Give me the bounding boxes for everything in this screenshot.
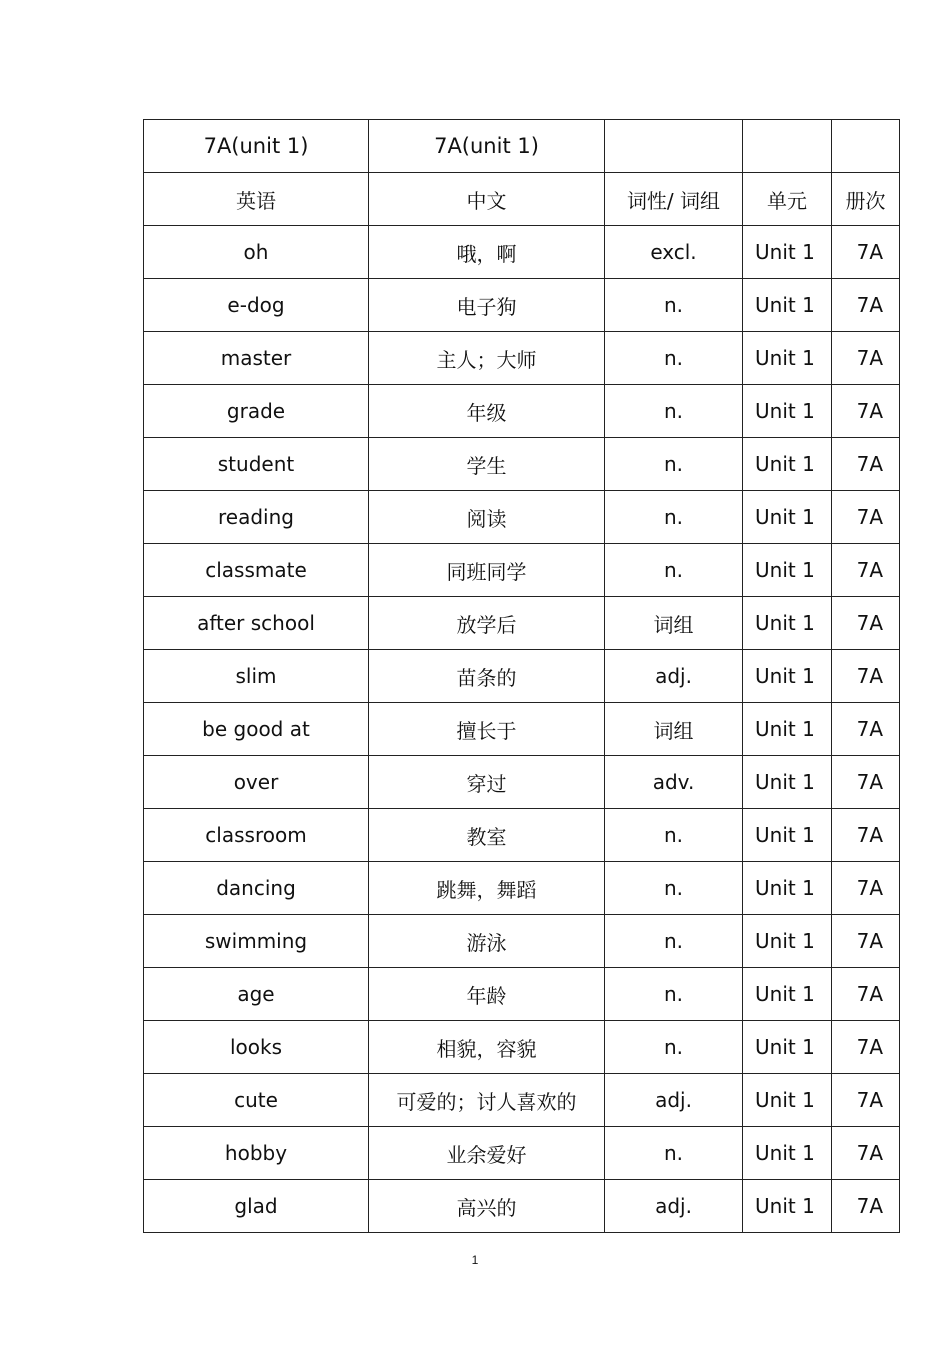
word-chinese: 可爱的；讨人喜欢的: [369, 1074, 605, 1127]
table-row: [144, 597, 900, 650]
word-english: oh: [144, 226, 369, 279]
word-pos: n.: [605, 1127, 743, 1180]
word-book: 7A: [832, 1127, 900, 1180]
header-english: 英语: [144, 173, 369, 226]
table-header-row: [144, 173, 900, 226]
word-book: 7A: [832, 491, 900, 544]
word-unit: Unit 1: [743, 756, 832, 809]
word-book: 7A: [832, 597, 900, 650]
table-row: [144, 1074, 900, 1127]
word-book: 7A: [832, 650, 900, 703]
word-book: 7A: [832, 1021, 900, 1074]
word-english: glad: [144, 1180, 369, 1233]
title-cell-english: 7A(unit 1): [144, 120, 369, 173]
word-pos: n.: [605, 1021, 743, 1074]
table-row: [144, 438, 900, 491]
table-row: [144, 544, 900, 597]
word-unit: Unit 1: [743, 1127, 832, 1180]
word-unit: Unit 1: [743, 862, 832, 915]
word-english: e-dog: [144, 279, 369, 332]
word-english: dancing: [144, 862, 369, 915]
word-unit: Unit 1: [743, 597, 832, 650]
word-chinese: 主人；大师: [369, 332, 605, 385]
word-pos: n.: [605, 491, 743, 544]
word-pos: n.: [605, 279, 743, 332]
word-chinese: 阅读: [369, 491, 605, 544]
word-unit: Unit 1: [743, 438, 832, 491]
word-unit: Unit 1: [743, 385, 832, 438]
word-english: reading: [144, 491, 369, 544]
word-book: 7A: [832, 226, 900, 279]
table-title-row: [144, 120, 900, 173]
word-english: after school: [144, 597, 369, 650]
word-pos: n.: [605, 385, 743, 438]
word-english: be good at: [144, 703, 369, 756]
word-pos: n.: [605, 438, 743, 491]
word-unit: Unit 1: [743, 1180, 832, 1233]
word-pos: n.: [605, 332, 743, 385]
header-unit: 单元: [743, 173, 832, 226]
word-english: classmate: [144, 544, 369, 597]
word-english: slim: [144, 650, 369, 703]
table-row: [144, 279, 900, 332]
word-pos: adj.: [605, 1180, 743, 1233]
word-book: 7A: [832, 1074, 900, 1127]
table-row: [144, 650, 900, 703]
table-row: [144, 915, 900, 968]
word-book: 7A: [832, 862, 900, 915]
word-chinese: 放学后: [369, 597, 605, 650]
word-english: swimming: [144, 915, 369, 968]
word-pos: n.: [605, 915, 743, 968]
word-unit: Unit 1: [743, 968, 832, 1021]
word-unit: Unit 1: [743, 703, 832, 756]
title-cell-unit: [743, 120, 832, 173]
word-book: 7A: [832, 385, 900, 438]
table-row: [144, 968, 900, 1021]
word-chinese: 同班同学: [369, 544, 605, 597]
word-chinese: 哦，啊: [369, 226, 605, 279]
word-book: 7A: [832, 438, 900, 491]
word-unit: Unit 1: [743, 491, 832, 544]
word-english: over: [144, 756, 369, 809]
word-pos: n.: [605, 809, 743, 862]
table-row: [144, 226, 900, 279]
word-unit: Unit 1: [743, 544, 832, 597]
word-pos: adj.: [605, 1074, 743, 1127]
word-unit: Unit 1: [743, 279, 832, 332]
page-number: 1: [471, 1253, 479, 1267]
word-english: grade: [144, 385, 369, 438]
title-cell-chinese: 7A(unit 1): [369, 120, 605, 173]
header-chinese: 中文: [369, 173, 605, 226]
table-row: [144, 332, 900, 385]
word-book: 7A: [832, 332, 900, 385]
word-english: classroom: [144, 809, 369, 862]
word-pos: adj.: [605, 650, 743, 703]
word-book: 7A: [832, 915, 900, 968]
vocabulary-rows: [144, 226, 900, 1233]
word-chinese: 年级: [369, 385, 605, 438]
word-book: 7A: [832, 703, 900, 756]
word-english: student: [144, 438, 369, 491]
word-unit: Unit 1: [743, 650, 832, 703]
table-row: [144, 1127, 900, 1180]
word-chinese: 年龄: [369, 968, 605, 1021]
word-chinese: 擅长于: [369, 703, 605, 756]
table-row: [144, 1021, 900, 1074]
header-book: 册次: [832, 173, 900, 226]
word-book: 7A: [832, 809, 900, 862]
word-unit: Unit 1: [743, 809, 832, 862]
word-unit: Unit 1: [743, 1021, 832, 1074]
table-row: [144, 809, 900, 862]
word-chinese: 教室: [369, 809, 605, 862]
word-english: cute: [144, 1074, 369, 1127]
title-cell-pos: [605, 120, 743, 173]
word-pos: n.: [605, 544, 743, 597]
word-english: age: [144, 968, 369, 1021]
word-book: 7A: [832, 1180, 900, 1233]
table-row: [144, 1180, 900, 1233]
word-chinese: 学生: [369, 438, 605, 491]
title-cell-book: [832, 120, 900, 173]
word-pos: 词组: [605, 703, 743, 756]
word-chinese: 高兴的: [369, 1180, 605, 1233]
table-row: [144, 491, 900, 544]
table-row: [144, 862, 900, 915]
word-book: 7A: [832, 756, 900, 809]
word-book: 7A: [832, 544, 900, 597]
word-unit: Unit 1: [743, 332, 832, 385]
word-chinese: 苗条的: [369, 650, 605, 703]
word-chinese: 业余爱好: [369, 1127, 605, 1180]
word-english: hobby: [144, 1127, 369, 1180]
word-book: 7A: [832, 968, 900, 1021]
word-chinese: 穿过: [369, 756, 605, 809]
table-row: [144, 756, 900, 809]
word-pos: adv.: [605, 756, 743, 809]
word-unit: Unit 1: [743, 226, 832, 279]
table-row: [144, 703, 900, 756]
vocabulary-table: [143, 119, 900, 1233]
table-row: [144, 385, 900, 438]
word-pos: 词组: [605, 597, 743, 650]
header-pos: 词性/ 词组: [605, 173, 743, 226]
word-chinese: 游泳: [369, 915, 605, 968]
word-chinese: 电子狗: [369, 279, 605, 332]
word-unit: Unit 1: [743, 1074, 832, 1127]
word-chinese: 相貌，容貌: [369, 1021, 605, 1074]
word-pos: excl.: [605, 226, 743, 279]
word-english: looks: [144, 1021, 369, 1074]
word-unit: Unit 1: [743, 915, 832, 968]
word-pos: n.: [605, 862, 743, 915]
word-chinese: 跳舞，舞蹈: [369, 862, 605, 915]
word-book: 7A: [832, 279, 900, 332]
word-english: master: [144, 332, 369, 385]
word-pos: n.: [605, 968, 743, 1021]
